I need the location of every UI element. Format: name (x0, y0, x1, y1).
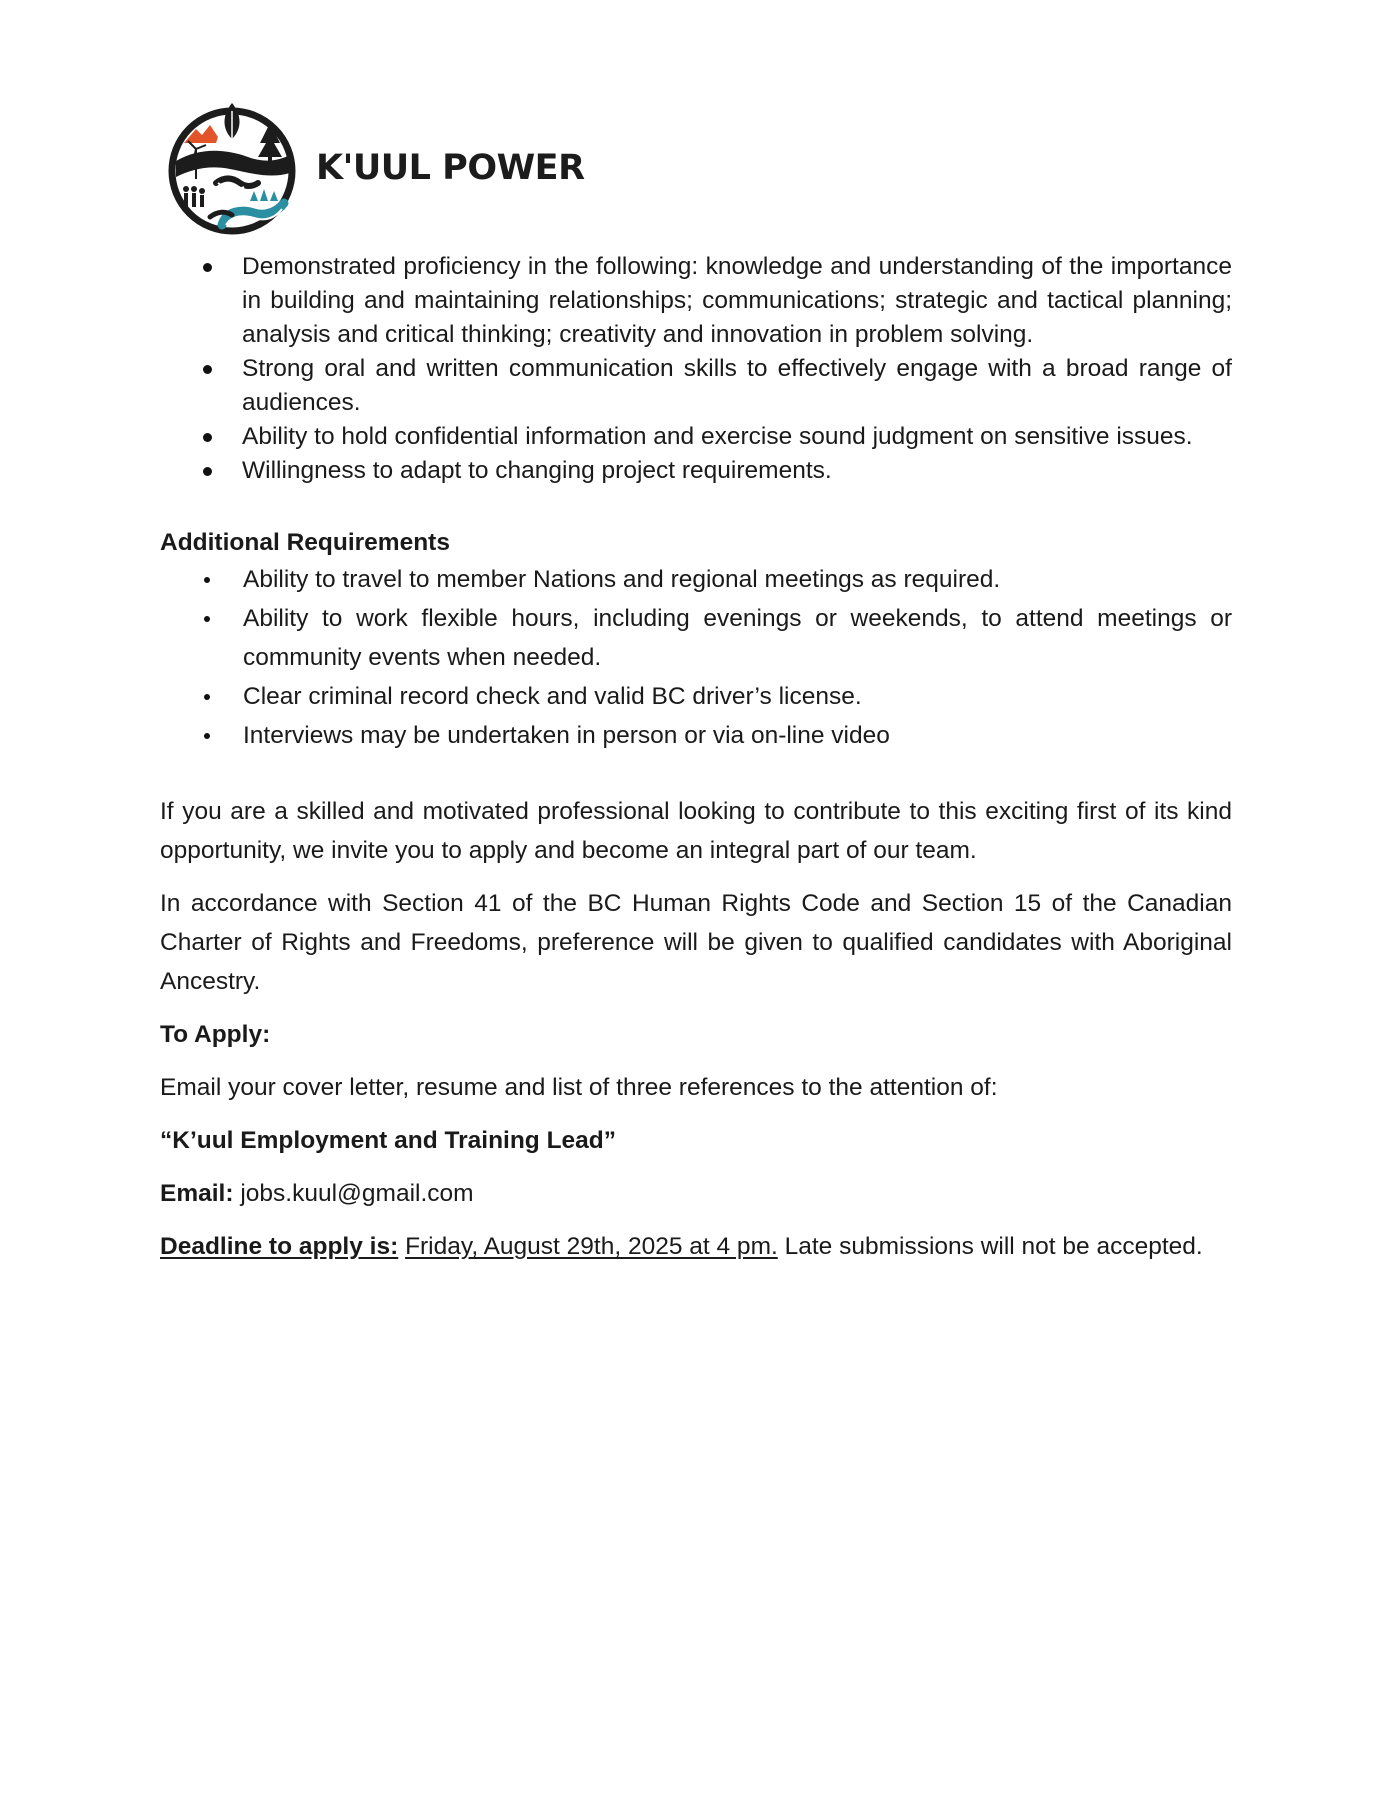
list-item: Demonstrated proficiency in the following: knowledge and understanding of the importance in building and maintaining relationships; communications; strategic and tactical planning; analysis and critical thinking; creativity and innovation in problem solving. (160, 250, 1232, 352)
list-item: Interviews may be undertaken in person or via on-line video (160, 716, 1232, 755)
letterhead (166, 98, 585, 238)
invite-paragraph: If you are a skilled and motivated professional looking to contribute to this exciting first of its kind opportunity, we invite you to apply and become an integral part of our team. (160, 798, 1232, 864)
additional-requirements-heading: Additional Requirements (160, 529, 450, 556)
list-item: Strong oral and written communication skills to effectively engage with a broad range of audiences. (160, 352, 1232, 420)
deadline-label: Deadline to apply is: (160, 1233, 399, 1260)
brand-name: K'UUL POWER (316, 148, 585, 188)
list-item: Ability to work flexible hours, including evenings or weekends, to attend meetings or community events when needed. (160, 599, 1232, 677)
deadline-line (160, 1227, 1232, 1266)
email-address-link[interactable]: jobs.kuul@gmail.com (240, 1180, 474, 1207)
deadline-note: Late submissions will not be accepted. (784, 1233, 1203, 1260)
email-line (160, 1174, 1232, 1213)
list-item: Ability to hold confidential information and exercise sound judgment on sensitive issues. (160, 420, 1232, 454)
deadline-date: Friday, August 29th, 2025 at 4 pm. (405, 1233, 778, 1260)
skills-list (160, 250, 1232, 488)
attention-line: “K’uul Employment and Training Lead” (160, 1127, 617, 1154)
email-label: Email: (160, 1180, 234, 1207)
list-item: Willingness to adapt to changing project requirements. (160, 454, 1232, 488)
list-item: Clear criminal record check and valid BC driver’s license. (160, 677, 1232, 716)
additional-requirements-list (160, 560, 1232, 755)
to-apply-heading: To Apply: (160, 1021, 271, 1048)
document-body (160, 250, 1232, 1266)
kuul-power-logo-icon (166, 99, 298, 237)
apply-instructions: Email your cover letter, resume and list of three references to the attention of: (160, 1074, 998, 1101)
list-item: Ability to travel to member Nations and regional meetings as required. (160, 560, 1232, 599)
preference-paragraph: In accordance with Section 41 of the BC Human Rights Code and Section 15 of the Canadian Charter of Rights and Freedoms, preference will be given to qualified candidates with Aboriginal Ancestry. (160, 890, 1232, 995)
